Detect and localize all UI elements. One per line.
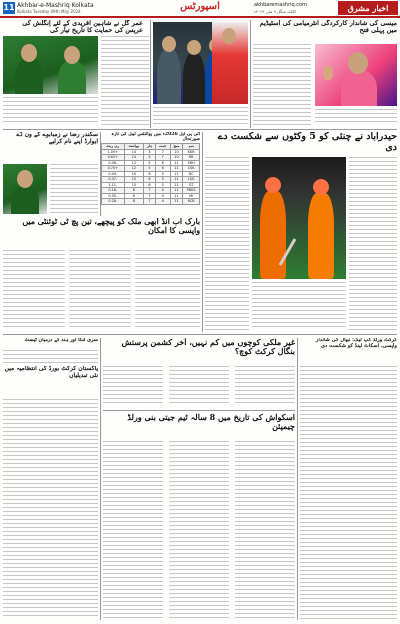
article-text (101, 36, 149, 125)
table-cell: +0.62 (102, 155, 125, 161)
table-cell: +0.70 (102, 166, 125, 172)
player-head (348, 52, 368, 74)
table-title: آئی پی ایل 2026ء میں پوائنٹس ٹیبل کی تازہ صورتحال (111, 132, 200, 142)
table-cell: 6 (155, 166, 170, 172)
paper-name-english: Akhbar-e-Mashriq Kolkata (17, 2, 94, 9)
table-body (102, 149, 200, 204)
sikandar-raza-photo (3, 164, 47, 214)
column-rule (297, 338, 298, 620)
article-text (3, 399, 98, 619)
left-bottom-headline: بارک اب آنڈ ابھی ملک کو پیچھے، تین پچ ٹی ٹوئنٹی میں واپسی کا امکان (22, 218, 200, 235)
column-rule (100, 132, 101, 216)
table-cell: 14 (124, 149, 144, 155)
article-text (169, 441, 229, 620)
table-cell: 10 (170, 149, 183, 155)
column-rule (250, 20, 251, 128)
paper-logo: اخبار مشرق (338, 1, 398, 15)
article-text (50, 164, 98, 214)
player-figure (15, 58, 43, 94)
table-cell: RR (183, 155, 200, 161)
article-text (69, 250, 131, 330)
table-cell: 8 (124, 199, 144, 205)
table-cell: RCB (183, 199, 200, 205)
table-cell: KKR (183, 149, 200, 155)
person-figure (183, 52, 205, 104)
column-rule (150, 20, 151, 128)
table-cell: 4 (155, 188, 170, 194)
player-head (64, 46, 80, 64)
top-right-headline: میسی کی شاندار کارکردگی انٹرمیامی کی اسٹیڈیم میں پہلی فتح (259, 20, 397, 35)
table-cell: PBKS (183, 188, 200, 194)
scotland-headline: اسکواش کی تاریخ میں 8 سالہ ٹیم جیتی بنی ورلڈ چیمپئن (127, 413, 295, 432)
table-cell: 5 (155, 177, 170, 183)
table-cell: 6 (144, 177, 156, 183)
table-cell: SRH (183, 160, 200, 166)
table-row (102, 199, 200, 205)
masthead-rule (0, 16, 400, 18)
table-cell: DC (183, 171, 200, 177)
table-header-cell: جیت (155, 144, 170, 150)
person-head (222, 28, 236, 44)
article-text (300, 366, 397, 620)
table-cell: 3 (144, 155, 156, 161)
batsman-figure (260, 191, 286, 279)
table-cell: 10 (124, 182, 144, 188)
section-title: اسپورٹس (180, 1, 220, 12)
batsman-figure (308, 193, 334, 279)
player-head (21, 44, 37, 62)
table-header-cell: ٹیم (183, 144, 200, 150)
table-cell: 12 (124, 166, 144, 172)
table-cell: 4 (155, 199, 170, 205)
batsmen-photo (252, 157, 346, 279)
table-cell: 6 (155, 160, 170, 166)
person-head (162, 36, 176, 52)
section-rule (3, 129, 397, 130)
article-text (235, 366, 295, 406)
article-text (103, 366, 163, 406)
table-cell: 7 (155, 155, 170, 161)
table-cell: 11 (170, 171, 183, 177)
table-cell: MI (183, 193, 200, 199)
player-figure (11, 186, 39, 214)
player-figure (58, 60, 86, 94)
table-cell: -1.11 (102, 182, 125, 188)
table-cell: -0.28 (102, 199, 125, 205)
article-text (252, 282, 346, 330)
table-cell: 11 (170, 199, 183, 205)
website-url: akhbaremashriq.com (254, 2, 307, 8)
table-cell: 10 (170, 155, 183, 161)
article-text (315, 109, 397, 125)
table-cell: 5 (144, 160, 156, 166)
table-cell: 11 (170, 160, 183, 166)
cricketers-photo (3, 36, 98, 94)
table-cell: 8 (124, 188, 144, 194)
table-cell: 7 (144, 199, 156, 205)
left-mid-headline: سکندر رضا نے زمبابوے کے ون ڈے ایوارڈ اپنے نام کرلیے (16, 132, 98, 145)
table-cell: 5 (144, 166, 156, 172)
section-rule (103, 410, 295, 411)
person-head (187, 40, 201, 55)
mid-right-headline: کرکٹ ورلڈ کپ لیگ: نیپال کی شاندار واپسی، اسکاٹ لینڈ کو شکست دی (315, 338, 397, 349)
table-cell: 12 (124, 160, 144, 166)
article-text (3, 250, 65, 330)
thumbs-up-hand (323, 66, 333, 80)
table-cell: 10 (124, 177, 144, 183)
player-head (17, 170, 33, 188)
messi-photo (315, 44, 397, 106)
batsman-helmet (313, 179, 329, 195)
player-figure (341, 70, 377, 106)
page-number: 11 (3, 3, 15, 12)
article-text (3, 97, 98, 125)
player-red-kit-photo (212, 22, 248, 104)
article-text (103, 441, 163, 620)
table-cell: 6 (144, 182, 156, 188)
top-left-headline: عمر گل نے شاہین آفریدی کے لئے اِنگلش کی عریس کی حمایت کا تاریخ تیار کی (22, 20, 143, 34)
table-cell: -0.18 (102, 188, 125, 194)
date-urdu: کلکتہ منگل ۹ مئی ۲۰۲۴ء (254, 9, 296, 14)
table-cell: 7 (144, 188, 156, 194)
table-cell: 10 (124, 171, 144, 177)
article-text (153, 107, 248, 125)
table-cell: 3 (144, 149, 156, 155)
article-text (3, 350, 98, 364)
column-rule (100, 338, 101, 620)
table-cell: 14 (124, 155, 144, 161)
mid-center-headline: غیر ملکی کوچوں میں کم نہیں، آخر کشمن پرستش بنگال کرکٹ کوچ؟ (121, 338, 295, 357)
table-cell: -0.06 (102, 160, 125, 166)
mid-left-headline: سری لنکا اور ہند کے درمیان ٹیسٹ (24, 338, 98, 343)
article-text (135, 250, 200, 330)
article-text (205, 157, 249, 330)
table-cell: 4 (155, 193, 170, 199)
date-english: Kolkata Tuesday 09th May 2024 (17, 9, 81, 14)
table-cell: 5 (155, 182, 170, 188)
table-cell: GT (183, 182, 200, 188)
table-cell: 11 (170, 188, 183, 194)
table-cell: -0.35 (102, 193, 125, 199)
batsman-helmet (265, 177, 281, 193)
table-cell: LSG (183, 177, 200, 183)
bottom-left-headline: پاکستان کرکٹ بورڈ کی انتظامیہ میں نئی تبدیلیاں (4, 366, 98, 379)
table-cell: 7 (144, 193, 156, 199)
article-text (349, 157, 397, 330)
points-table (101, 143, 200, 205)
column-rule (202, 132, 203, 332)
section-rule (3, 334, 397, 335)
table-cell: 6 (144, 171, 156, 177)
masthead (0, 0, 400, 16)
table-cell: +1.09 (102, 149, 125, 155)
table-cell: -0.44 (102, 171, 125, 177)
table-cell: 5 (155, 171, 170, 177)
table-cell: CSK (183, 166, 200, 172)
article-text (253, 44, 311, 125)
table-cell: -0.37 (102, 177, 125, 183)
table-header-cell: رن ریٹ (102, 144, 125, 150)
person-figure (157, 48, 181, 104)
table-cell: 11 (170, 177, 183, 183)
article-text (169, 366, 229, 406)
article-text (235, 441, 295, 620)
table-cell: 11 (170, 182, 183, 188)
table-header-cell: میچ (170, 144, 183, 150)
table-header-cell: ہار (144, 144, 156, 150)
table-header-cell: پوائنٹ (124, 144, 144, 150)
table-cell: 11 (170, 166, 183, 172)
main-headline: حیدرآباد نے چنئی کو 5 وکٹوں سے شکست دے دی (217, 132, 397, 153)
table-cell: 8 (124, 193, 144, 199)
table-cell: 7 (155, 149, 170, 155)
table-cell: 11 (170, 193, 183, 199)
